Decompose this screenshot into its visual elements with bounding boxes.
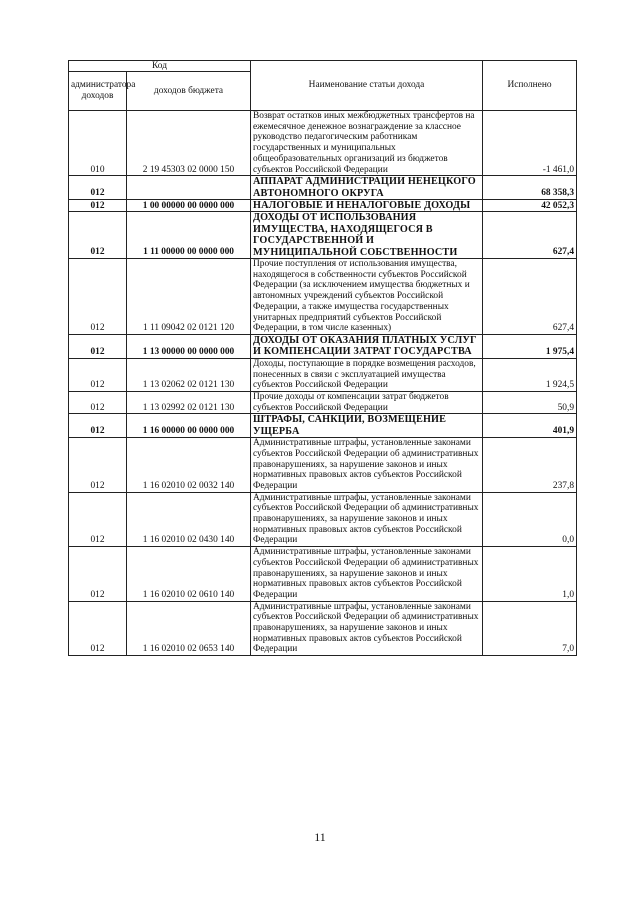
- revenue-name-cell: АППАРАТ АДМИНИСТРАЦИИ НЕНЕЦКОГО АВТОНОМНОГО ОКРУГА: [251, 176, 483, 200]
- revenue-name-cell: Прочие доходы от компенсации затрат бюджетов субъектов Российской Федерации: [251, 391, 483, 413]
- table-row: [69, 492, 577, 547]
- admin-code-cell: 012: [69, 547, 127, 602]
- table-row: [69, 358, 577, 391]
- revenue-name-cell: НАЛОГОВЫЕ И НЕНАЛОГОВЫЕ ДОХОДЫ: [251, 200, 483, 212]
- header-income: доходов бюджета: [127, 72, 251, 111]
- amount-cell: 401,9: [483, 414, 577, 438]
- admin-code-cell: 012: [69, 414, 127, 438]
- revenue-name-cell: Доходы, поступающие в порядке возмещения расходов, понесенных в связи с эксплуатацией имущества субъектов Российской Федерации: [251, 358, 483, 391]
- header-amount: Исполнено: [483, 61, 577, 111]
- revenue-name-cell: Административные штрафы, установленные законами субъектов Российской Федерации об административных правонарушениях, за нарушение законов и иных нормативных правовых актов субъектов Российской Федерации: [251, 547, 483, 602]
- admin-code-cell: 010: [69, 111, 127, 176]
- admin-code-cell: 012: [69, 259, 127, 335]
- revenue-name-cell: ДОХОДЫ ОТ ИСПОЛЬЗОВАНИЯ ИМУЩЕСТВА, НАХОДЯЩЕГОСЯ В ГОСУДАРСТВЕННОЙ И МУНИЦИПАЛЬНОЙ СОБСТВЕННОСТИ: [251, 212, 483, 259]
- table-body: [69, 111, 577, 656]
- income-code-cell: 1 11 00000 00 0000 000: [127, 212, 251, 259]
- table-row: [69, 334, 577, 358]
- amount-cell: 68 358,3: [483, 176, 577, 200]
- revenue-name-cell: Административные штрафы, установленные законами субъектов Российской Федерации об административных правонарушениях, за нарушение законов и иных нормативных правовых актов субъектов Российской Федерации: [251, 492, 483, 547]
- amount-cell: 50,9: [483, 391, 577, 413]
- amount-cell: 627,4: [483, 212, 577, 259]
- amount-cell: 7,0: [483, 601, 577, 656]
- table-row: [69, 200, 577, 212]
- income-code-cell: [127, 176, 251, 200]
- header-row-top: [69, 61, 577, 72]
- income-code-cell: 1 13 02062 02 0121 130: [127, 358, 251, 391]
- revenue-name-cell: ДОХОДЫ ОТ ОКАЗАНИЯ ПЛАТНЫХ УСЛУГ И КОМПЕНСАЦИИ ЗАТРАТ ГОСУДАРСТВА: [251, 334, 483, 358]
- header-admin: администратора доходов: [69, 72, 127, 111]
- page-number: 11: [314, 830, 326, 844]
- income-code-cell: 1 11 09042 02 0121 120: [127, 259, 251, 335]
- header-name: Наименование статьи дохода: [251, 61, 483, 111]
- admin-code-cell: 012: [69, 212, 127, 259]
- revenue-name-cell: Административные штрафы, установленные законами субъектов Российской Федерации об административных правонарушениях, за нарушение законов и иных нормативных правовых актов субъектов Российской Федерации: [251, 438, 483, 493]
- amount-cell: 1 924,5: [483, 358, 577, 391]
- income-code-cell: 1 16 02010 02 0430 140: [127, 492, 251, 547]
- income-code-cell: 1 16 02010 02 0653 140: [127, 601, 251, 656]
- revenue-name-cell: Прочие поступления от использования имущества, находящегося в собственности субъектов Российской Федерации (за исключением имущества бюджетных и автономных учреждений субъектов Российской Федерации, а также имущества государственных унитарных предприятий субъектов Российской Федерации, в том числе казенных): [251, 259, 483, 335]
- table-row: [69, 259, 577, 335]
- income-code-cell: 1 16 02010 02 0032 140: [127, 438, 251, 493]
- admin-code-cell: 012: [69, 438, 127, 493]
- table-row: [69, 176, 577, 200]
- income-code-cell: 1 13 02992 02 0121 130: [127, 391, 251, 413]
- income-code-cell: 1 16 00000 00 0000 000: [127, 414, 251, 438]
- table-row: [69, 414, 577, 438]
- income-code-cell: 2 19 45303 02 0000 150: [127, 111, 251, 176]
- table-row: [69, 391, 577, 413]
- header-code: Код: [69, 61, 251, 72]
- revenue-name-cell: Административные штрафы, установленные законами субъектов Российской Федерации об административных правонарушениях, за нарушение законов и иных нормативных правовых актов субъектов Российской Федерации: [251, 601, 483, 656]
- admin-code-cell: 012: [69, 176, 127, 200]
- table-row: [69, 547, 577, 602]
- revenue-table: [68, 60, 577, 656]
- income-code-cell: 1 16 02010 02 0610 140: [127, 547, 251, 602]
- revenue-name-cell: ШТРАФЫ, САНКЦИИ, ВОЗМЕЩЕНИЕ УЩЕРБА: [251, 414, 483, 438]
- admin-code-cell: 012: [69, 601, 127, 656]
- amount-cell: 237,8: [483, 438, 577, 493]
- table-row: [69, 601, 577, 656]
- admin-code-cell: 012: [69, 358, 127, 391]
- admin-code-cell: 012: [69, 334, 127, 358]
- table-row: [69, 438, 577, 493]
- admin-code-cell: 012: [69, 391, 127, 413]
- table-row: [69, 111, 577, 176]
- amount-cell: 0,0: [483, 492, 577, 547]
- amount-cell: -1 461,0: [483, 111, 577, 176]
- income-code-cell: 1 00 00000 00 0000 000: [127, 200, 251, 212]
- amount-cell: 1 975,4: [483, 334, 577, 358]
- admin-code-cell: 012: [69, 492, 127, 547]
- revenue-name-cell: Возврат остатков иных межбюджетных трансфертов на ежемесячное денежное вознаграждение за классное руководство педагогическим работникам государственных и муниципальных общеобразовательных организаций из бюджетов субъектов Российской Федерации: [251, 111, 483, 176]
- income-code-cell: 1 13 00000 00 0000 000: [127, 334, 251, 358]
- table-row: [69, 212, 577, 259]
- amount-cell: 627,4: [483, 259, 577, 335]
- admin-code-cell: 012: [69, 200, 127, 212]
- amount-cell: 42 052,3: [483, 200, 577, 212]
- amount-cell: 1,0: [483, 547, 577, 602]
